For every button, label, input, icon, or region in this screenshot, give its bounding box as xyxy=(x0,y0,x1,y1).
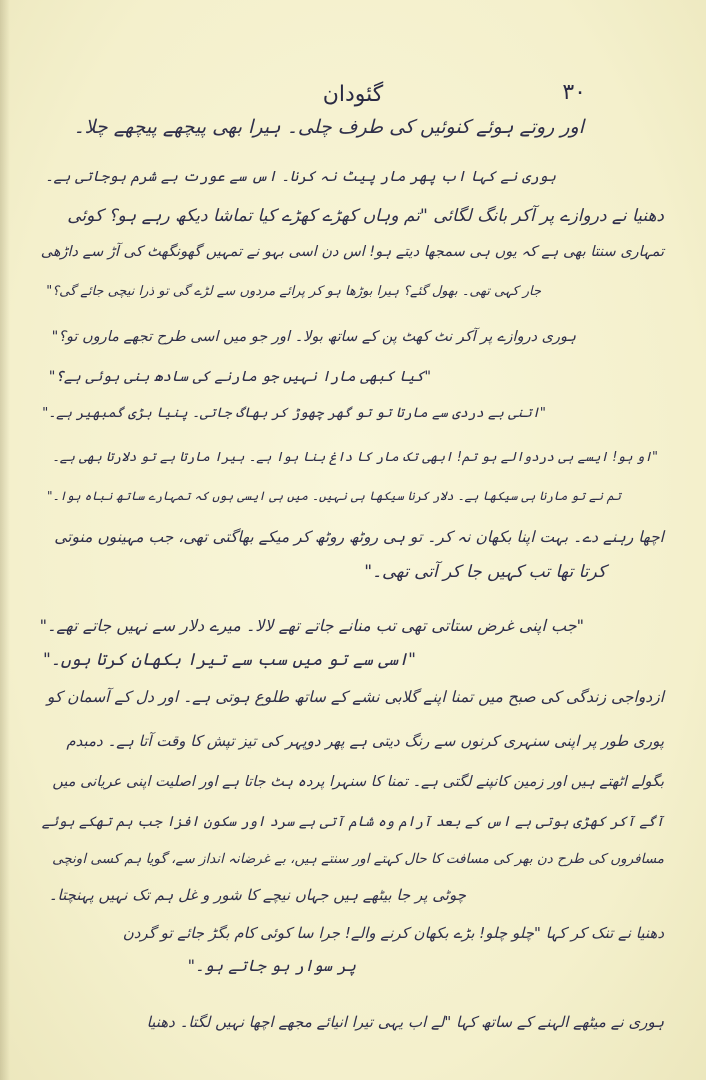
text-line: ہوری نے کہا اب پھر مار پیٹ نہ کرنا۔ اس سے عورت بے شرم ہوجاتی ہے۔ xyxy=(45,169,556,185)
text-line: دھنیا نے دروازے پر آکر بانگ لگائی "تم وہاں کھڑے کھڑے کیا تماشا دیکھ رہے ہو؟ کوئی xyxy=(67,206,664,226)
text-line: پوری طور پر اپنی سنہری کرنوں سے رنگ دیتی ہے پھر دوپہر کی تیز تپش کا وقت آتا ہے۔ دمبدم xyxy=(66,732,664,750)
text-line: "جب اپنی غرض ستاتی تھی تب منانے جاتے تھے لالا۔ میرے دلار سے نہیں جاتے تھے۔" xyxy=(39,616,584,635)
text-line: "او ہو! ایسے ہی دردوالے ہو تم! ابھی تک مار کا داغ بنا ہوا ہے۔ ہیرا مارتا ہے تو دلارتا بھی ہے۔ xyxy=(52,450,658,465)
text-line: "کیا کبھی مارا نہیں جو مارنے کی سادھ بنی ہوئی ہے؟" xyxy=(48,369,431,385)
text-line: تمہاری سنتا بھی ہے کہ یوں ہی سمجھا دیتے ہو! اس دن اسی بہو نے تمہیں گھونگھٹ کی آڑ سے داڑھی xyxy=(40,244,664,260)
page-number: ۳۰ xyxy=(562,80,586,105)
text-line: ازدواجی زندگی کی صبح میں تمنا اپنے گلابی نشے کے ساتھ طلوع ہوتی ہے۔ اور دل کے آسمان کو xyxy=(46,688,664,706)
text-line: ہوری نے میٹھے الہنے کے ساتھ کہا "لے اب یہی تیرا انیائے مجھے اچھا نہیں لگتا۔ دھنیا xyxy=(146,1013,664,1031)
text-line: "اتنی بے دردی سے مارتا تو تو گھر چھوڑ کر بھاگ جاتی۔ پنیا بڑی گمبھیر ہے۔" xyxy=(42,405,546,421)
text-line: مسافروں کی طرح دن بھر کی مسافت کا حال کہتے اور سنتے ہیں، بے غرضانہ انداز سے، گویا ہم کسی اونچی xyxy=(52,851,664,867)
text-line: دھنیا نے تنک کر کہا "چلو چلو! بڑے بکھان کرنے والے! جرا سا کوئی کام بگڑ جائے تو گردن xyxy=(122,924,664,942)
page-header xyxy=(0,82,706,112)
text-line: اور روتے ہوئے کنوئیں کی طرف چلی۔ ہیرا بھی پیچھے پیچھے چلا۔ xyxy=(73,116,584,138)
text-line: "اسی سے تو میں سب سے تیرا بکھان کرتا ہوں۔" xyxy=(42,650,416,670)
text-line: بگولے اٹھتے ہیں اور زمین کانپنے لگتی ہے۔ تمنا کا سنہرا پردہ ہٹ جاتا ہے اور اصلیت اپنی عریانی میں xyxy=(52,774,664,790)
text-line: چوٹی پر جا بیٹھے ہیں جہاں نیچے کا شور و غل ہم تک نہیں پہنچتا۔ xyxy=(48,886,466,904)
text-line: جار کہی تھی۔ بھول گئے؟ ہیرا بوڑھا ہو کر پرائے مردوں سے لڑے گی تو ذرا نیچی جائے گی؟" xyxy=(46,284,541,299)
text-line: آگے آکر کھڑی ہوتی ہے اس کے بعد آرام وہ شام آتی ہے سرد اور سکون افزا جب ہم تھکے ہوئے xyxy=(41,814,664,830)
text-line: ہوری دروازے پر آکر نٹ کھٹ پن کے ساتھ بولا۔ اور جو میں اسی طرح تجھے ماروں تو؟" xyxy=(51,329,576,345)
text-line: اچھا رہنے دے۔ بہت اپنا بکھان نہ کر۔ تو ہی روٹھ روٹھ کر میکے بھاگتی تھی، جب مہینوں منوتی xyxy=(54,528,664,546)
text-line: کرتا تھا تب کہیں جا کر آتی تھی۔" xyxy=(364,562,606,582)
page-edge-shadow xyxy=(0,0,10,1080)
page-title: گئودان xyxy=(322,82,384,107)
text-line: پر سوار ہو جاتے ہو۔" xyxy=(187,956,356,975)
text-line: تم نے تو مارنا ہی سیکھا ہے۔ دلار کرنا سیکھا ہی نہیں۔ میں ہی ایسی ہوں کہ تمہارے ساتھ نباہ ہوا۔" xyxy=(47,489,621,503)
